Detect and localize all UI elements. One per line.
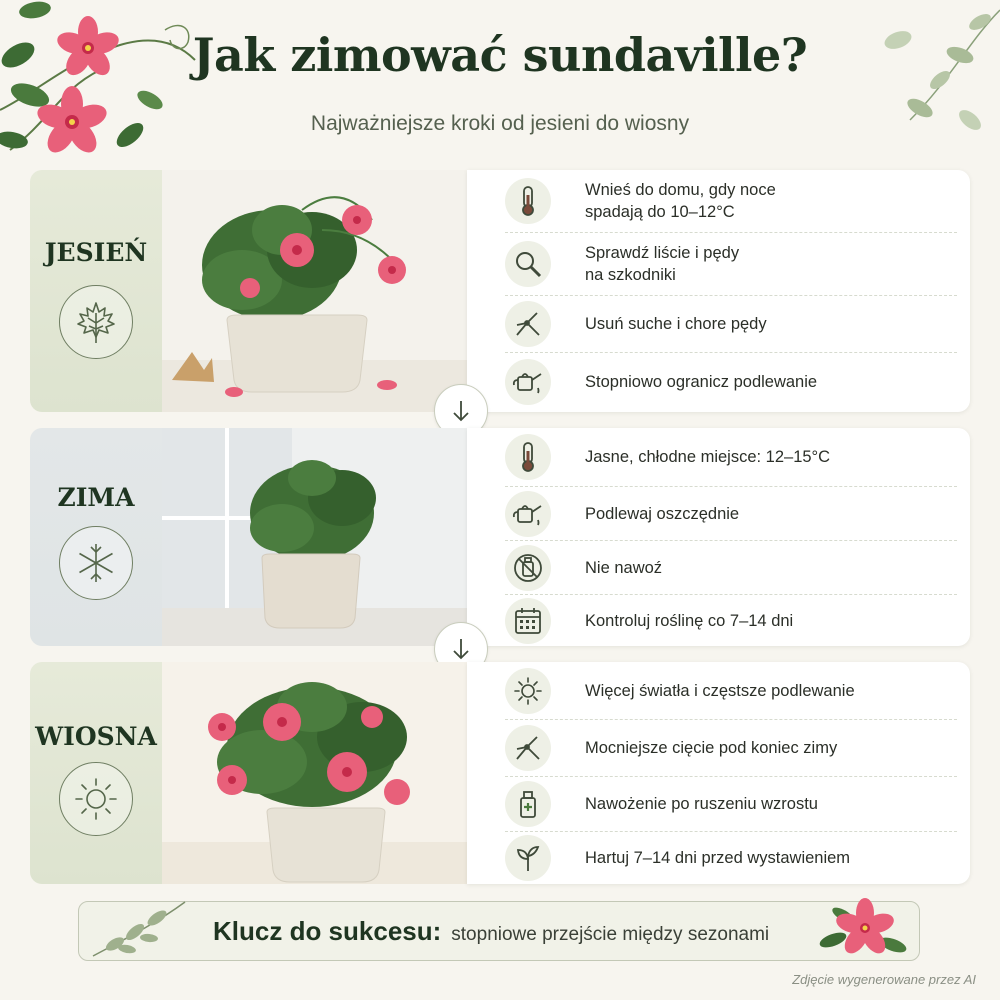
photo-autumn: [162, 170, 467, 412]
season-name: WIOSNA: [35, 722, 157, 751]
step-row: [505, 720, 957, 777]
thermometer-icon: [505, 434, 551, 480]
step-row: [505, 233, 957, 296]
season-panel-winter: [30, 428, 162, 646]
sun-icon: [59, 762, 133, 836]
step-text: Mocniejsze cięcie pod koniec zimy: [585, 739, 838, 757]
page-subtitle: Najważniejsze kroki od jesieni do wiosny: [310, 112, 690, 135]
banner-value: stopniowe przejście między sezonami: [451, 924, 770, 945]
step-text: Więcej światła i częstsze podlewanie: [585, 681, 855, 700]
watering-can-icon: [505, 491, 551, 537]
step-row: [505, 541, 957, 595]
season-panel-spring: [30, 662, 162, 884]
maple-leaf-icon: [59, 285, 133, 359]
step-row: [505, 353, 957, 411]
flower-decoration: [813, 890, 913, 968]
step-row: [505, 832, 957, 884]
thermometer-icon: [505, 178, 551, 224]
step-text: Hartuj 7–14 dni przed wystawieniem: [585, 849, 851, 867]
step-row: [505, 296, 957, 353]
snowflake-icon: [59, 526, 133, 600]
page-title: Jak zimować sundaville?: [192, 28, 808, 82]
steps-card-winter: [467, 428, 970, 646]
ai-image-credit: Zdjęcie wygenerowane przez AI: [792, 972, 976, 987]
step-text: Wnieś do domu, gdy noce spadają do 10–12°C: [585, 181, 776, 221]
step-text: Nawożenie po ruszeniu wzrostu: [585, 795, 818, 813]
corner-flowers-decoration: [0, 0, 210, 175]
pruning-shears-icon: [505, 301, 551, 347]
steps-card-autumn: [467, 170, 970, 412]
pruning-shears-icon: [505, 725, 551, 771]
steps-card-spring: [467, 662, 970, 884]
step-text: Kontroluj roślinę co 7–14 dni: [585, 611, 794, 630]
section-autumn: [30, 170, 970, 412]
photo-spring: [162, 662, 467, 884]
step-text: Stopniowo ogranicz podlewanie: [585, 373, 818, 391]
leaf-sprig-decoration: [85, 894, 195, 964]
no-fertilizer-icon: [505, 545, 551, 591]
step-text: Podlewaj oszczędnie: [585, 504, 740, 523]
season-name: ZIMA: [57, 483, 135, 512]
sun-icon: [505, 668, 551, 714]
banner-key: Klucz do sukcesu:: [213, 916, 442, 946]
step-text: Nie nawoź: [585, 558, 663, 577]
banner-text: [213, 916, 769, 947]
season-panel-autumn: [30, 170, 162, 412]
success-key-banner: [78, 901, 920, 961]
step-text: Usuń suche i chore pędy: [585, 315, 767, 333]
section-spring: [30, 662, 970, 884]
section-winter: [30, 428, 970, 646]
step-row: [505, 428, 957, 487]
step-row: [505, 595, 957, 646]
calendar-icon: [505, 598, 551, 644]
step-row: [505, 170, 957, 233]
seedling-icon: [505, 835, 551, 881]
fertilizer-bottle-icon: [505, 781, 551, 827]
step-text: Jasne, chłodne miejsce: 12–15°C: [585, 448, 831, 466]
season-name: JESIEŃ: [44, 238, 148, 267]
step-row: [505, 487, 957, 541]
step-row: [505, 662, 957, 720]
photo-winter: [162, 428, 467, 646]
magnifier-icon: [505, 241, 551, 287]
step-text: Sprawdź liście i pędy na szkodniki: [585, 244, 740, 284]
step-row: [505, 777, 957, 832]
watering-can-icon: [505, 359, 551, 405]
